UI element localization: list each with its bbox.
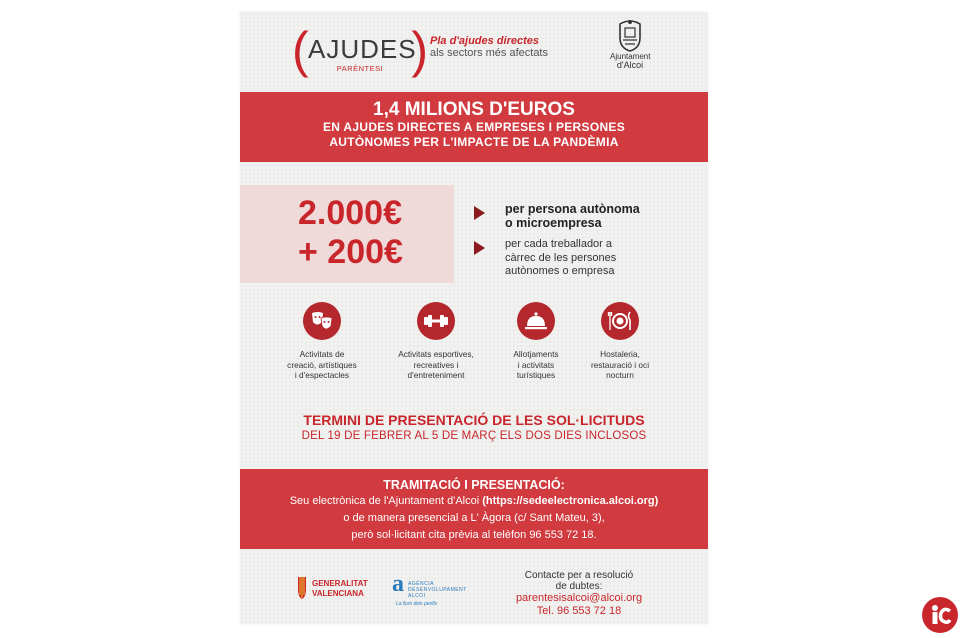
procedure-banner (240, 469, 708, 549)
extra-desc-line-3: autònomes o empresa (505, 265, 615, 277)
ajudes-logo (292, 22, 428, 82)
sede-electronica-link[interactable]: (https://sedeelectronica.alcoi.org) (482, 495, 659, 507)
agora-line: ALCOI (408, 593, 426, 599)
tagline-bold: Pla d'ajudes directes (430, 35, 539, 47)
sector-label-line: Allotjaments (513, 349, 559, 359)
contact-label-2: de dubtes: (555, 581, 603, 592)
sector-hospitality (570, 302, 670, 381)
funding-line-3: AUTÒNOMES PER L'IMPACTE DE LA PANDÈMIA (329, 135, 619, 149)
sector-label-line: nocturn (606, 370, 634, 380)
procedure-line-1 (240, 493, 708, 510)
logo-word: AJUDES (308, 34, 417, 64)
plate-cutlery-icon (601, 302, 639, 340)
sector-label (272, 349, 372, 381)
agora-text (408, 581, 467, 599)
generalitat-mark-icon (296, 575, 308, 601)
agora-line: DESENVOLUPAMENT (408, 587, 467, 593)
arrow-right-icon (474, 241, 485, 255)
generalitat-line: VALENCIANA (312, 589, 364, 598)
tagline (430, 35, 548, 59)
generalitat-text (312, 579, 368, 599)
contact-block (494, 570, 664, 618)
site-logo-icon (922, 597, 958, 633)
procedure-line-1-text: Seu electrònica de l'Ajuntament d'Alcoi (289, 495, 483, 507)
poster (240, 12, 708, 624)
deadline-title: TERMINI DE PRESENTACIÓ DE LES SOL·LICITUDS (303, 412, 645, 428)
sector-label-line: Activitats esportives, (398, 349, 474, 359)
tagline-light: als sectors més afectats (430, 47, 548, 59)
sector-label-line: i d'espectacles (294, 370, 350, 380)
sector-label-line: i activitats (517, 359, 555, 370)
sector-label (386, 349, 486, 381)
arrow-right-icon (474, 206, 485, 220)
agora-line: AGÈNCIA (408, 581, 435, 587)
crest-icon (617, 18, 643, 52)
contact-label-1: Contacte per a resolució (524, 570, 634, 581)
sector-label-line: Activitats de (299, 349, 345, 359)
agora-mark-icon: a (392, 571, 404, 597)
sector-arts (272, 302, 372, 381)
procedure-line-3: però sol·licitant cita prèvia al telèfon 96 553 72 18. (351, 529, 597, 541)
procedure-title: TRAMITACIÓ I PRESENTACIÓ: (383, 478, 565, 492)
extra-amount-desc (505, 238, 685, 279)
contact-email-link[interactable]: parentesisalcoi@alcoi.org (515, 592, 643, 604)
extra-amount: + 200€ (298, 233, 403, 271)
sector-label-line: recreatives i (413, 359, 459, 370)
crest-label-2: d'Alcoi (616, 60, 644, 70)
sector-label-line: restauració i oci (590, 359, 650, 370)
logo-subtitle: PARÈNTESI (336, 64, 384, 73)
service-bell-icon (517, 302, 555, 340)
extra-desc-line-2: càrrec de les persones (505, 251, 617, 264)
logo-paren-right: ) (411, 22, 428, 78)
agora-slogan: La llum dels perills (396, 601, 438, 607)
funding-banner (240, 92, 708, 162)
sector-label-line: turístiques (516, 370, 556, 380)
crest-label-1: Ajuntament (610, 52, 651, 61)
funding-total: 1,4 MILIONS D'EUROS (373, 99, 575, 120)
site-logo-badge[interactable] (922, 597, 958, 633)
dumbbell-icon (417, 302, 455, 340)
sector-label-line: d'entreteniment (407, 370, 465, 380)
main-amount-desc (505, 202, 640, 230)
ajuntament-crest (610, 18, 650, 70)
generalitat-line: GENERALITAT (312, 579, 368, 588)
main-desc-line-2: o microempresa (505, 216, 602, 230)
sector-label-line: creació, artístiques (287, 359, 357, 370)
extra-desc-line-1: per cada treballador a (505, 238, 613, 250)
funding-line-2: EN AJUDES DIRECTES A EMPRESES I PERSONES (322, 120, 626, 134)
procedure-line-2: o de manera presencial a L' Àgora (c/ Sant Mateu, 3), (343, 512, 605, 524)
sector-sports (386, 302, 486, 381)
logo-paren-left: ( (292, 22, 309, 78)
sector-label (570, 349, 670, 381)
main-amount: 2.000€ (298, 194, 402, 232)
deadline-dates: DEL 19 DE FEBRER AL 5 DE MARÇ ELS DOS DIES INCLOSOS (301, 430, 647, 442)
main-desc-line-1: per persona autònoma (505, 202, 640, 216)
sector-label-line: Hostaleria, (600, 349, 640, 359)
contact-phone: Tel. 96 553 72 18 (536, 605, 622, 617)
theater-masks-icon (303, 302, 341, 340)
